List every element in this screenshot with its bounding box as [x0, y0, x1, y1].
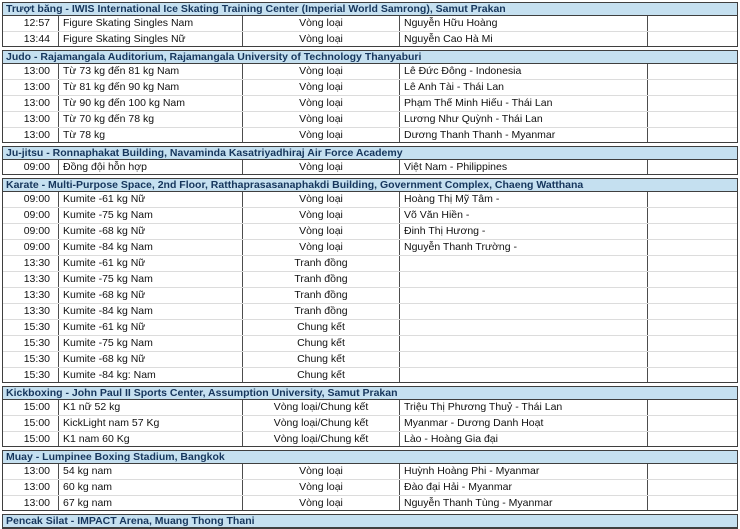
- extra-cell: [648, 96, 737, 111]
- schedule-section: [2, 178, 738, 383]
- time-cell: 09:00: [3, 224, 59, 239]
- round-cell: Tranh đồng: [243, 272, 400, 287]
- athlete-cell: Nguyễn Thanh Tùng - Myanmar: [400, 496, 648, 510]
- event-cell: Figure Skating Singles Nữ: [59, 32, 243, 46]
- event-cell: Từ 81 kg đến 90 kg Nam: [59, 80, 243, 95]
- time-cell: 15:30: [3, 336, 59, 351]
- athlete-cell: Huỳnh Hoàng Phi - Myanmar: [400, 464, 648, 479]
- schedule-section: [2, 50, 738, 143]
- time-cell: 15:00: [3, 400, 59, 415]
- athlete-cell: Triệu Thị Phương Thuỷ - Thái Lan: [400, 400, 648, 415]
- round-cell: Vòng loại: [243, 240, 400, 255]
- table-row: [3, 288, 737, 304]
- extra-cell: [648, 32, 737, 46]
- time-cell: 15:00: [3, 432, 59, 446]
- round-cell: Vòng loại: [243, 160, 400, 174]
- extra-cell: [648, 256, 737, 271]
- athlete-cell: Đào đại Hải - Myanmar: [400, 480, 648, 495]
- extra-cell: [648, 192, 737, 207]
- extra-cell: [648, 464, 737, 479]
- time-cell: 13:30: [3, 256, 59, 271]
- time-cell: 09:00: [3, 160, 59, 174]
- time-cell: 13:44: [3, 32, 59, 46]
- time-cell: 13:00: [3, 128, 59, 142]
- table-row: [3, 112, 737, 128]
- event-cell: Kumite -68 kg Nữ: [59, 352, 243, 367]
- table-row: [3, 192, 737, 208]
- athlete-cell: Việt Nam - Philippines: [400, 160, 648, 174]
- round-cell: Vòng loại: [243, 96, 400, 111]
- extra-cell: [648, 224, 737, 239]
- event-cell: Kumite -61 kg Nữ: [59, 320, 243, 335]
- round-cell: Vòng loại: [243, 16, 400, 31]
- event-cell: Kumite -61 kg Nữ: [59, 256, 243, 271]
- time-cell: 13:00: [3, 480, 59, 495]
- event-cell: Kumite -61 kg Nữ: [59, 192, 243, 207]
- athlete-cell: Phạm Thế Minh Hiếu - Thái Lan: [400, 96, 648, 111]
- extra-cell: [648, 288, 737, 303]
- time-cell: 13:00: [3, 112, 59, 127]
- time-cell: 13:00: [3, 64, 59, 79]
- extra-cell: [648, 496, 737, 510]
- event-cell: 60 kg nam: [59, 480, 243, 495]
- athlete-cell: Lê Đức Đông - Indonesia: [400, 64, 648, 79]
- event-cell: Kumite -84 kg Nam: [59, 240, 243, 255]
- table-row: [3, 272, 737, 288]
- extra-cell: [648, 112, 737, 127]
- time-cell: 09:00: [3, 240, 59, 255]
- extra-cell: [648, 336, 737, 351]
- event-cell: Từ 73 kg đến 81 kg Nam: [59, 64, 243, 79]
- time-cell: 15:30: [3, 368, 59, 382]
- round-cell: Chung kết: [243, 336, 400, 351]
- event-cell: Đồng đội hỗn hợp: [59, 160, 243, 174]
- extra-cell: [648, 160, 737, 174]
- round-cell: Vòng loại: [243, 112, 400, 127]
- extra-cell: [648, 400, 737, 415]
- athlete-cell: [400, 288, 648, 303]
- extra-cell: [648, 16, 737, 31]
- athlete-cell: Đinh Thị Hương -: [400, 224, 648, 239]
- event-cell: KickLight nam 57 Kg: [59, 416, 243, 431]
- event-cell: K1 nam 60 Kg: [59, 432, 243, 446]
- schedule-section: [2, 2, 738, 47]
- section-header: Pencak Silat - IMPACT Arena, Muang Thong Thani: [3, 515, 737, 528]
- athlete-cell: [400, 368, 648, 382]
- round-cell: Vòng loại/Chung kết: [243, 432, 400, 446]
- athlete-cell: Nguyễn Thanh Trường -: [400, 240, 648, 255]
- athlete-cell: Võ Văn Hiền -: [400, 208, 648, 223]
- event-cell: Từ 78 kg: [59, 128, 243, 142]
- round-cell: Chung kết: [243, 320, 400, 335]
- extra-cell: [648, 64, 737, 79]
- round-cell: Vòng loại: [243, 208, 400, 223]
- extra-cell: [648, 320, 737, 335]
- table-row: [3, 160, 737, 174]
- extra-cell: [648, 352, 737, 367]
- table-row: [3, 256, 737, 272]
- time-cell: 12:57: [3, 16, 59, 31]
- table-row: [3, 240, 737, 256]
- event-cell: Từ 70 kg đến 78 kg: [59, 112, 243, 127]
- athlete-cell: Nguyễn Cao Hà Mi: [400, 32, 648, 46]
- table-row: [3, 400, 737, 416]
- extra-cell: [648, 208, 737, 223]
- extra-cell: [648, 480, 737, 495]
- extra-cell: [648, 272, 737, 287]
- schedule-section: [2, 146, 738, 175]
- section-header: Judo - Rajamangala Auditorium, Rajamangala University of Technology Thanyaburi: [3, 51, 737, 64]
- table-row: [3, 32, 737, 46]
- table-row: [3, 496, 737, 510]
- round-cell: Vòng loại: [243, 192, 400, 207]
- table-row: [3, 336, 737, 352]
- round-cell: Vòng loại: [243, 464, 400, 479]
- round-cell: Vòng loại: [243, 496, 400, 510]
- time-cell: 09:00: [3, 208, 59, 223]
- extra-cell: [648, 240, 737, 255]
- round-cell: Tranh đồng: [243, 256, 400, 271]
- table-row: [3, 480, 737, 496]
- table-row: [3, 80, 737, 96]
- athlete-cell: Myanmar - Dương Danh Hoạt: [400, 416, 648, 431]
- table-row: [3, 224, 737, 240]
- table-row: [3, 304, 737, 320]
- table-row: [3, 320, 737, 336]
- table-row: [3, 16, 737, 32]
- table-row: [3, 432, 737, 446]
- extra-cell: [648, 80, 737, 95]
- time-cell: 15:30: [3, 352, 59, 367]
- table-row: [3, 208, 737, 224]
- round-cell: Vòng loại: [243, 480, 400, 495]
- table-row: [3, 64, 737, 80]
- athlete-cell: Dương Thanh Thanh - Myanmar: [400, 128, 648, 142]
- event-cell: Kumite -75 kg Nam: [59, 272, 243, 287]
- round-cell: Vòng loại: [243, 32, 400, 46]
- event-cell: Kumite -75 kg Nam: [59, 336, 243, 351]
- time-cell: 13:00: [3, 464, 59, 479]
- event-cell: Từ 90 kg đến 100 kg Nam: [59, 96, 243, 111]
- event-cell: Kumite -75 kg Nam: [59, 208, 243, 223]
- athlete-cell: Lương Như Quỳnh - Thái Lan: [400, 112, 648, 127]
- athlete-cell: Nguyễn Hữu Hoàng: [400, 16, 648, 31]
- round-cell: Chung kết: [243, 352, 400, 367]
- time-cell: 13:30: [3, 272, 59, 287]
- table-row: [3, 128, 737, 142]
- athlete-cell: Lào - Hoàng Gia đại: [400, 432, 648, 446]
- event-cell: Kumite -68 kg Nữ: [59, 224, 243, 239]
- time-cell: 15:30: [3, 320, 59, 335]
- event-cell: 67 kg nam: [59, 496, 243, 510]
- round-cell: Vòng loại: [243, 64, 400, 79]
- schedule-section: [2, 450, 738, 511]
- athlete-cell: [400, 320, 648, 335]
- round-cell: Chung kết: [243, 368, 400, 382]
- athlete-cell: Lê Anh Tài - Thái Lan: [400, 80, 648, 95]
- athlete-cell: [400, 336, 648, 351]
- table-row: [3, 368, 737, 382]
- table-row: [3, 352, 737, 368]
- time-cell: 13:30: [3, 304, 59, 319]
- event-cell: Kumite -84 kg Nam: [59, 304, 243, 319]
- round-cell: Vòng loại/Chung kết: [243, 416, 400, 431]
- schedule-section: [2, 386, 738, 447]
- schedule-section: [2, 514, 738, 529]
- extra-cell: [648, 128, 737, 142]
- round-cell: Vòng loại: [243, 224, 400, 239]
- round-cell: Vòng loại/Chung kết: [243, 400, 400, 415]
- time-cell: 13:00: [3, 80, 59, 95]
- round-cell: Vòng loại: [243, 128, 400, 142]
- time-cell: 13:00: [3, 496, 59, 510]
- event-cell: Kumite -84 kg: Nam: [59, 368, 243, 382]
- extra-cell: [648, 432, 737, 446]
- table-row: [3, 96, 737, 112]
- event-cell: Figure Skating Singles Nam: [59, 16, 243, 31]
- section-header: Kickboxing - John Paul II Sports Center, Assumption University, Samut Prakan: [3, 387, 737, 400]
- athlete-cell: Hoàng Thị Mỹ Tâm -: [400, 192, 648, 207]
- section-header: Ju-jitsu - Ronnaphakat Building, Navaminda Kasatriyadhiraj Air Force Academy: [3, 147, 737, 160]
- event-cell: Kumite -68 kg Nữ: [59, 288, 243, 303]
- round-cell: Tranh đồng: [243, 288, 400, 303]
- extra-cell: [648, 416, 737, 431]
- table-row: [3, 464, 737, 480]
- section-header: Karate - Multi-Purpose Space, 2nd Floor, Ratthaprasasanaphakdi Building, Government Complex, Chaeng Watthana: [3, 179, 737, 192]
- extra-cell: [648, 304, 737, 319]
- event-cell: 54 kg nam: [59, 464, 243, 479]
- time-cell: 15:00: [3, 416, 59, 431]
- time-cell: 13:00: [3, 96, 59, 111]
- time-cell: 09:00: [3, 192, 59, 207]
- athlete-cell: [400, 272, 648, 287]
- table-row: [3, 416, 737, 432]
- section-header: Trượt băng - IWIS International Ice Skating Training Center (Imperial World Samrong), Samut Prakan: [3, 3, 737, 16]
- athlete-cell: [400, 256, 648, 271]
- section-header: Muay - Lumpinee Boxing Stadium, Bangkok: [3, 451, 737, 464]
- athlete-cell: [400, 304, 648, 319]
- athlete-cell: [400, 352, 648, 367]
- round-cell: Tranh đồng: [243, 304, 400, 319]
- round-cell: Vòng loại: [243, 80, 400, 95]
- extra-cell: [648, 368, 737, 382]
- time-cell: 13:30: [3, 288, 59, 303]
- event-cell: K1 nữ 52 kg: [59, 400, 243, 415]
